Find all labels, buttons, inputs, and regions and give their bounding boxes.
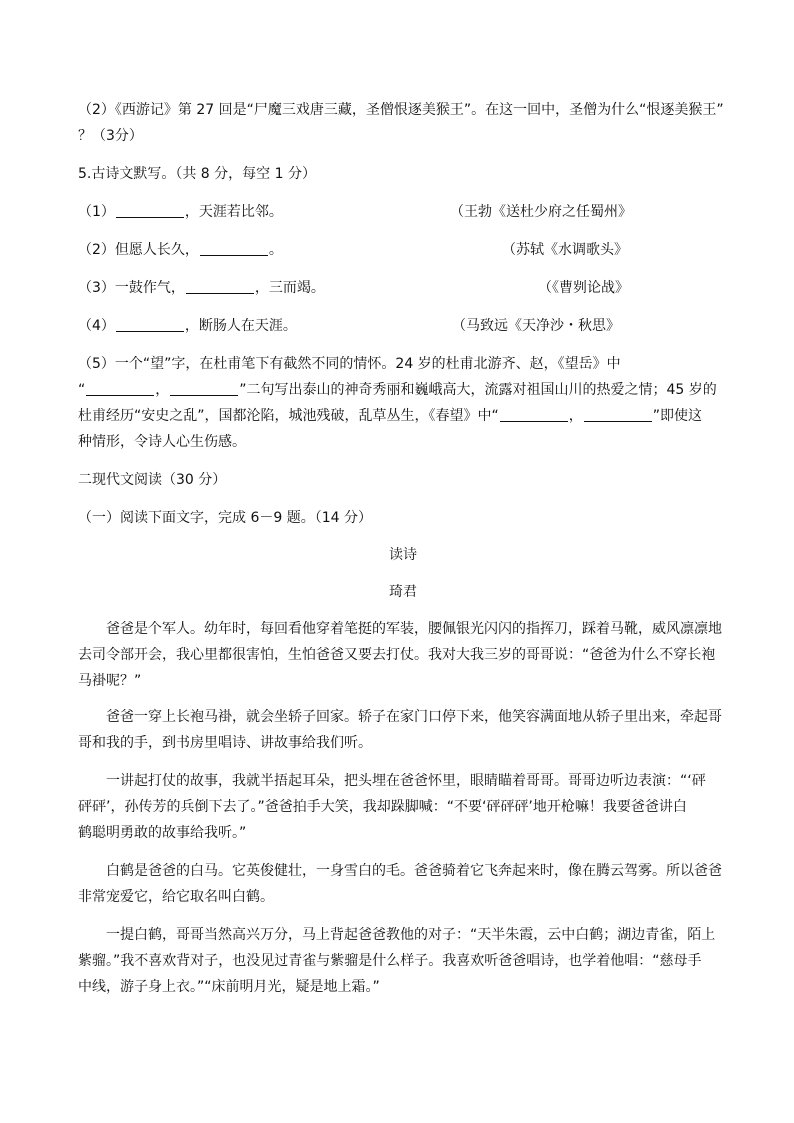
poem-item-5-line3	[78, 406, 702, 426]
poem-item-5-line1: （5）一个“望”字，在杜甫笔下有截然不同的情怀。24 岁的杜甫北游齐、赵，《望岳》中	[78, 356, 621, 372]
poem-item-3	[78, 278, 325, 298]
article-paragraph-2	[78, 704, 728, 756]
poem-item-4	[78, 316, 297, 336]
fill-blank[interactable]	[116, 203, 184, 218]
fill-blank[interactable]	[200, 241, 268, 256]
article-paragraph-4	[78, 858, 728, 910]
paragraph-line: 一讲起打仗的故事，我就半捂起耳朵，把头埋在爸爸怀里，眼睛瞄着哥哥。哥哥边听边表演：“‘砰	[106, 773, 706, 789]
item-number: （2）	[78, 242, 115, 258]
paragraph-line: 非常宠爱它，给它取名叫白鹤。	[78, 889, 274, 905]
paragraph-line: 爸爸一穿上长袍马褂，就会坐轿子回家。轿子在家门口停下来，他笑容满面地从轿子里出来，牵起哥	[106, 709, 722, 725]
paragraph-line: 紫骝。”我不喜欢背对子，也没见过青雀与紫骝是什么样子。我喜欢听爸爸唱诗，也学着他唱：“慈母手	[78, 953, 702, 969]
poem-item-5-line4: 种情形，令诗人心生伤感。	[78, 434, 246, 450]
fill-blank[interactable]	[170, 381, 238, 396]
article-paragraph-3	[78, 768, 728, 846]
item-text-after: ，断肠人在天涯。	[184, 318, 297, 334]
paragraph-line: 去司令部开会，我心里都很害怕，生怕爸爸又要去打仗。我对大我三岁的哥哥说：“爸爸为什么不穿长袍	[78, 647, 716, 663]
paragraph-line: 鹤聪明勇敢的故事给我听。”	[78, 825, 247, 841]
poem-source-2: （苏轼《水调歌头》	[502, 242, 628, 258]
section-2-heading: 二现代文阅读（30 分）	[78, 472, 227, 488]
paragraph-line: 爸爸是个军人。幼年时，每回看他穿着笔挺的军装，腰佩银光闪闪的指挥刀，踩着马靴，威风凛凛地	[106, 621, 722, 637]
item-text-before: 但愿人长久，	[114, 242, 199, 258]
paragraph-line: 中线，游子身上衣。”“床前明月光，疑是地上霜。”	[78, 979, 380, 995]
paragraph-line: 白鹤是爸爸的白马。它英俊健壮，一身雪白的毛。爸爸骑着它飞奔起来时，像在腾云驾雾。所以爸爸	[106, 863, 722, 879]
poem-source-3: （《曹刿论战》	[538, 280, 629, 296]
fill-blank[interactable]	[500, 407, 568, 422]
quote-open: “	[78, 382, 86, 398]
article-paragraph-5	[78, 922, 728, 1000]
item-text-after: ，三而竭。	[254, 280, 325, 296]
article-author: 琦君	[389, 584, 417, 600]
item-text-after: 。	[268, 242, 283, 258]
paragraph-line: 马褂呢？”	[78, 673, 142, 689]
article-paragraph-1	[78, 616, 728, 694]
paragraph-line: 一提白鹤，哥哥当然高兴万分，马上背起爸爸教他的对子：“天半朱霞，云中白鹤；湖边青雀，陌上	[106, 927, 716, 943]
fill-blank[interactable]	[86, 381, 154, 396]
item-number: （4）	[78, 318, 115, 334]
section-2-instruction: （一）阅读下面文字，完成 6－9 题。（14 分）	[78, 510, 372, 526]
item-text-after: ，天涯若比邻。	[184, 204, 283, 220]
fill-blank[interactable]	[584, 407, 652, 422]
poem-item-5-line2	[78, 380, 717, 400]
poem-source-4: （马致远《天净沙・秋思》	[452, 318, 620, 334]
item-5-text: 杜甫经历“安史之乱”，国都沦陷，城池残破，乱草丛生，《春望》中“	[78, 408, 499, 424]
item-number: （1）	[78, 204, 115, 220]
fill-blank[interactable]	[186, 279, 254, 294]
fill-blank[interactable]	[116, 317, 184, 332]
item-number: （3）	[78, 280, 115, 296]
question-5-heading: 5.古诗文默写。（共 8 分，每空 1 分）	[78, 166, 316, 182]
item-text-before: 一鼓作气，	[114, 280, 185, 296]
question-4-2-line2: ？（3分）	[78, 128, 143, 144]
poem-item-1	[78, 202, 283, 222]
comma: ，	[155, 382, 170, 398]
item-5-text: ”二句写出泰山的神奇秀丽和巍峨高大，流露对祖国山川的热爱之情；45 岁的	[239, 382, 717, 398]
article-title: 读诗	[389, 547, 417, 563]
poem-item-2	[78, 240, 283, 260]
comma: ，	[568, 408, 583, 424]
poem-source-1: （王勃《送杜少府之任蜀州》	[450, 204, 632, 220]
paragraph-line: 哥和我的手，到书房里唱诗、讲故事给我们听。	[78, 735, 372, 751]
question-4-2-line1: （2）《西游记》第 27 回是“尸魔三戏唐三藏，圣僧恨逐美猴王”。在这一回中，圣僧为什么“恨逐美猴王”	[78, 102, 724, 118]
item-5-text: ”即使这	[652, 408, 703, 424]
paragraph-line: 砰砰’，孙传芳的兵倒下去了。”爸爸拍手大笑，我却跺脚喊：“不要‘砰砰砰’地开枪嘛！我要爸爸讲白	[78, 799, 687, 815]
